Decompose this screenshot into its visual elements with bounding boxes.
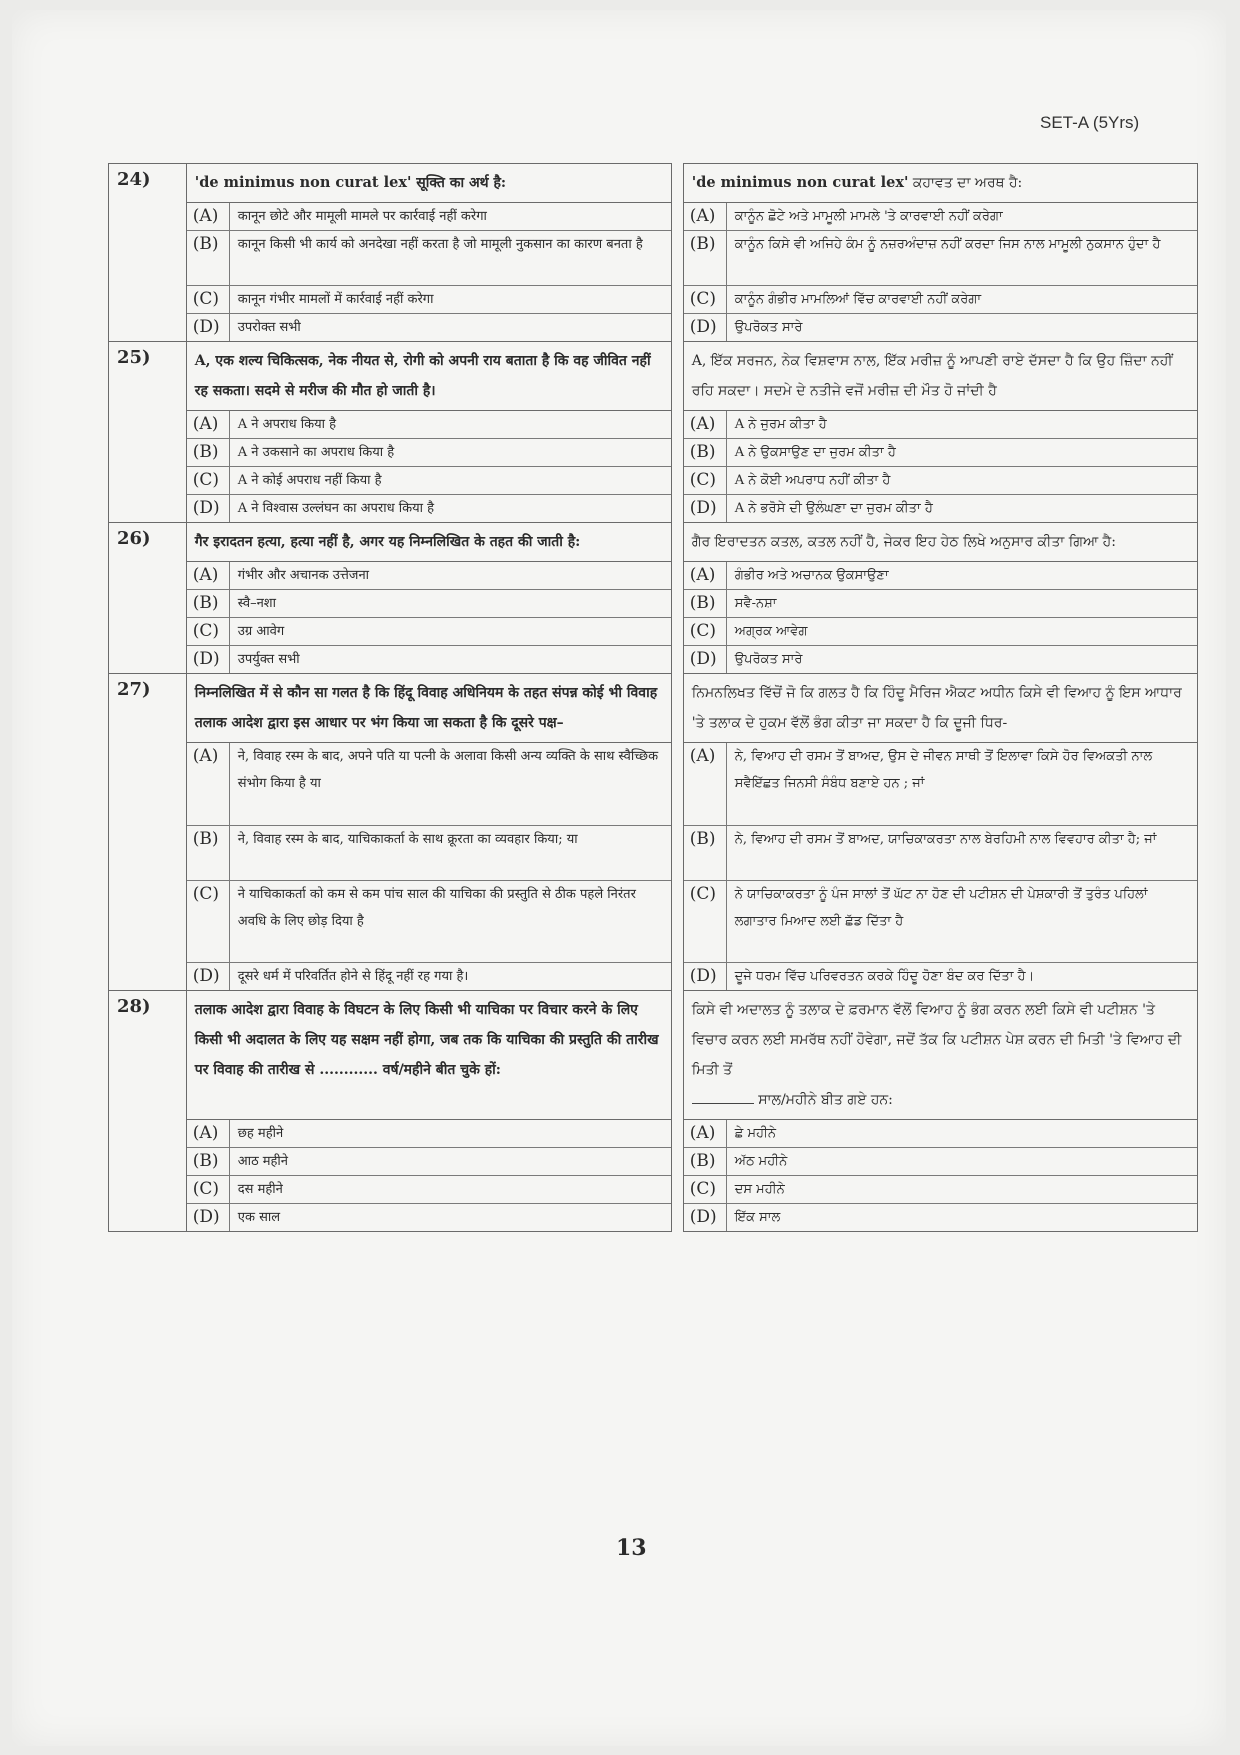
- option-label: (C): [684, 467, 727, 495]
- option-text: कानून गंभीर मामलों में कार्रवाई नहीं करेगा: [229, 286, 670, 314]
- question-number: 25): [109, 342, 187, 523]
- question-options-row: [109, 203, 1198, 342]
- option-row: [684, 1147, 1197, 1175]
- hindi-options: [186, 411, 671, 523]
- option-row: [187, 286, 671, 314]
- option-label: (B): [684, 439, 727, 467]
- option-text: A ने विश्वास उल्लंघन का अपराध किया है: [229, 495, 670, 523]
- option-text: ਨੇ, ਵਿਆਹ ਦੀ ਰਸਮ ਤੋਂ ਬਾਅਦ, ਉਸ ਦੇ ਜੀਵਨ ਸਾਥੀ ਤੋਂ ਇਲਾਵਾ ਕਿਸੇ ਹੋਰ ਵਿਅਕਤੀ ਨਾਲ ਸਵੈਇੱਛਤ ਜਿਨਸੀ ਸੰਬੰਧ ਬਣਾਏ ਹਨ ; ਜਾਂ: [726, 743, 1197, 825]
- option-row: [684, 880, 1197, 962]
- question-number: 28): [109, 990, 187, 1231]
- hindi-stem-text: गैर इरादतन हत्या, हत्या नहीं है, अगर यह निम्नलिखित के तहत की जाती है:: [194, 534, 581, 550]
- hindi-stem-latin: 'de minimus non curat lex': [194, 174, 412, 191]
- option-label: (D): [187, 962, 230, 990]
- option-label: (D): [684, 314, 727, 342]
- question-options-row: [109, 562, 1198, 674]
- column-gap: [671, 990, 683, 1231]
- option-row: [187, 1147, 671, 1175]
- question-number: 26): [109, 523, 187, 674]
- option-text: ਗੰਭੀਰ ਅਤੇ ਅਚਾਨਕ ਉਕਸਾਉਣਾ: [726, 562, 1197, 590]
- option-text: A ने कोई अपराध नहीं किया है: [229, 467, 670, 495]
- option-row: [684, 1120, 1197, 1148]
- option-text: स्वै–नशा: [229, 590, 670, 618]
- option-label: (C): [187, 880, 230, 962]
- option-text: ने, विवाह रस्म के बाद, अपने पति या पत्नी के अलावा किसी अन्य व्यक्ति के साथ स्वैच्छिक संभोग किया है या: [229, 743, 670, 825]
- option-row: [684, 467, 1197, 495]
- option-row: [187, 411, 671, 439]
- option-text: A ਨੇ ਭਰੋਸੇ ਦੀ ਉਲੰਘਣਾ ਦਾ ਜੁਰਮ ਕੀਤਾ ਹੈ: [726, 495, 1197, 523]
- option-label: (D): [187, 1203, 230, 1231]
- option-row: [684, 825, 1197, 880]
- option-label: (A): [187, 411, 230, 439]
- option-row: [187, 646, 671, 674]
- hindi-stem-text: सूक्ति का अर्थ है:: [411, 175, 507, 191]
- hindi-stem: [186, 523, 671, 562]
- option-text: उपरोक्त सभी: [229, 314, 670, 342]
- question-stem-row: [109, 990, 1198, 1119]
- set-label: SET-A (5Yrs): [1040, 113, 1140, 132]
- option-row: [187, 1203, 671, 1231]
- option-label: (D): [684, 646, 727, 674]
- question-options-row: [109, 743, 1198, 991]
- option-text: गंभीर और अचानक उत्तेजना: [229, 562, 670, 590]
- option-label: (C): [684, 880, 727, 962]
- option-text: कानून छोटे और मामूली मामले पर कार्रवाई नहीं करेगा: [229, 203, 670, 231]
- option-label: (D): [187, 495, 230, 523]
- punjabi-stem-text: ਕਹਾਵਤ ਦਾ ਅਰਥ ਹੈ:: [908, 175, 1023, 191]
- punjabi-stem: [683, 674, 1197, 743]
- option-row: [187, 743, 671, 825]
- option-text: ਇੱਕ ਸਾਲ: [726, 1203, 1197, 1231]
- option-label: (B): [187, 439, 230, 467]
- option-text: ਅਗ੍ਰਕ ਆਵੇਗ: [726, 618, 1197, 646]
- option-text: कानून किसी भी कार्य को अनदेखा नहीं करता है जो मामूली नुकसान का कारण बनता है: [229, 231, 670, 286]
- hindi-options: [186, 203, 671, 342]
- option-label: (D): [187, 314, 230, 342]
- option-row: [684, 562, 1197, 590]
- punjabi-stem: [683, 164, 1197, 203]
- option-label: (A): [187, 1120, 230, 1148]
- option-row: [187, 1120, 671, 1148]
- option-text: A ਨੇ ਕੋਈ ਅਪਰਾਧ ਨਹੀਂ ਕੀਤਾ ਹੈ: [726, 467, 1197, 495]
- option-text: ਉਪਰੋਕਤ ਸਾਰੇ: [726, 314, 1197, 342]
- option-text: A ਨੇ ਜੁਰਮ ਕੀਤਾ ਹੈ: [726, 411, 1197, 439]
- option-row: [187, 590, 671, 618]
- option-row: [684, 743, 1197, 825]
- punjabi-stem: [683, 990, 1197, 1119]
- option-row: [684, 439, 1197, 467]
- option-label: (B): [684, 590, 727, 618]
- option-row: [187, 825, 671, 880]
- fill-blank: [692, 1103, 754, 1104]
- punjabi-stem-text: ਨਿਮਨਲਿਖਤ ਵਿੱਚੋਂ ਜੋ ਕਿ ਗਲਤ ਹੈ ਕਿ ਹਿੰਦੂ ਮੈਰਿਜ ਐਕਟ ਅਧੀਨ ਕਿਸੇ ਵੀ ਵਿਆਹ ਨੂੰ ਇਸ ਆਧਾਰ 'ਤੇ ਤਲਾਕ ਦੇ ਹੁਕਮ ਵੱਲੋਂ ਭੰਗ ਕੀਤਾ ਜਾ ਸਕਦਾ ਹੈ ਕਿ ਦੂਜੀ ਧਿਰ-: [691, 685, 1182, 731]
- column-gap: [671, 164, 683, 342]
- option-text: ने, विवाह रस्म के बाद, याचिकाकर्ता के साथ क्रूरता का व्यवहार किया; या: [229, 825, 670, 880]
- option-row: [187, 314, 671, 342]
- punjabi-stem-text: A, ਇੱਕ ਸਰਜਨ, ਨੇਕ ਵਿਸ਼ਵਾਸ ਨਾਲ, ਇੱਕ ਮਰੀਜ਼ ਨੂੰ ਆਪਣੀ ਰਾਏ ਦੱਸਦਾ ਹੈ ਕਿ ਉਹ ਜ਼ਿੰਦਾ ਨਹੀਂ ਰਹਿ ਸਕਦਾ। ਸਦਮੇ ਦੇ ਨਤੀਜੇ ਵਜੋਂ ਮਰੀਜ਼ ਦੀ ਮੌਤ ਹੋ ਜਾਂਦੀ ਹੈ: [691, 353, 1173, 399]
- option-label: (A): [187, 562, 230, 590]
- option-row: [187, 203, 671, 231]
- option-row: [187, 962, 671, 990]
- option-label: (C): [684, 286, 727, 314]
- column-gap: [671, 342, 683, 523]
- option-row: [187, 562, 671, 590]
- option-label: (D): [684, 962, 727, 990]
- punjabi-options: [683, 411, 1197, 523]
- option-text: ਉਪਰੋਕਤ ਸਾਰੇ: [726, 646, 1197, 674]
- option-text: ਦਸ ਮਹੀਨੇ: [726, 1175, 1197, 1203]
- option-text: उपर्युक्त सभी: [229, 646, 670, 674]
- hindi-options: [186, 1119, 671, 1231]
- hindi-stem-text: निम्नलिखित में से कौन सा गलत है कि हिंदू विवाह अधिनियम के तहत संपन्न कोई भी विवाह तलाक आदेश द्वारा इस आधार पर भंग किया जा सकता है कि दूसरे पक्ष–: [194, 685, 658, 731]
- question-stem-row: [109, 164, 1198, 203]
- option-text: ਸਵੈ-ਨਸ਼ਾ: [726, 590, 1197, 618]
- hindi-stem-text: तलाक आदेश द्वारा विवाह के विघटन के लिए किसी भी याचिका पर विचार करने के लिए किसी भी अदालत के लिए यह सक्षम नहीं होगा, जब तक कि याचिका की प्रस्तुति की तारीख पर विवाह की तारीख से ............ वर्ष/महीने बीत चुके हों:: [194, 1001, 659, 1078]
- option-label: (A): [187, 743, 230, 825]
- option-row: [684, 411, 1197, 439]
- option-row: [187, 880, 671, 962]
- hindi-stem: [186, 342, 671, 411]
- column-gap: [671, 674, 683, 991]
- option-label: (D): [684, 495, 727, 523]
- option-text: दस महीने: [229, 1175, 670, 1203]
- option-text: दूसरे धर्म में परिवर्तित होने से हिंदू नहीं रह गया है।: [229, 962, 670, 990]
- option-row: [684, 314, 1197, 342]
- option-label: (C): [684, 1175, 727, 1203]
- option-label: (A): [684, 743, 727, 825]
- punjabi-stem-text: ਕਿਸੇ ਵੀ ਅਦਾਲਤ ਨੂੰ ਤਲਾਕ ਦੇ ਫ਼ਰਮਾਨ ਵੱਲੋਂ ਵਿਆਹ ਨੂੰ ਭੰਗ ਕਰਨ ਲਈ ਕਿਸੇ ਵੀ ਪਟੀਸ਼ਨ 'ਤੇ ਵਿਚਾਰ ਕਰਨ ਲਈ ਸਮਰੱਥ ਨਹੀਂ ਹੋਵੇਗਾ, ਜਦੋਂ ਤੱਕ ਕਿ ਪਟੀਸ਼ਨ ਪੇਸ਼ ਕਰਨ ਦੀ ਮਿਤੀ 'ਤੇ ਵਿਆਹ ਦੀ ਮਿਤੀ ਤੋਂ: [691, 1001, 1182, 1078]
- option-text: ਕਾਨੂੰਨ ਗੰਭੀਰ ਮਾਮਲਿਆਂ ਵਿੱਚ ਕਾਰਵਾਈ ਨਹੀਂ ਕਰੇਗਾ: [726, 286, 1197, 314]
- option-row: [684, 646, 1197, 674]
- punjabi-options: [683, 743, 1197, 991]
- option-row: [684, 1203, 1197, 1231]
- question-options-row: [109, 411, 1198, 523]
- option-row: [684, 618, 1197, 646]
- option-row: [684, 495, 1197, 523]
- option-label: (A): [684, 411, 727, 439]
- hindi-options: [186, 743, 671, 991]
- option-label: (C): [187, 467, 230, 495]
- option-label: (A): [684, 1120, 727, 1148]
- option-text: ਛੇ ਮਹੀਨੇ: [726, 1120, 1197, 1148]
- option-text: ਨੇ, ਵਿਆਹ ਦੀ ਰਸਮ ਤੋਂ ਬਾਅਦ, ਯਾਚਿਕਾਕਰਤਾ ਨਾਲ ਬੇਰਹਿਮੀ ਨਾਲ ਵਿਵਹਾਰ ਕੀਤਾ ਹੈ; ਜਾਂ: [726, 825, 1197, 880]
- option-row: [187, 231, 671, 286]
- option-row: [684, 286, 1197, 314]
- hindi-stem: [186, 674, 671, 743]
- option-row: [684, 203, 1197, 231]
- option-label: (B): [187, 231, 230, 286]
- question-number: 27): [109, 674, 187, 991]
- option-label: (D): [187, 646, 230, 674]
- question-stem-row: [109, 342, 1198, 411]
- option-label: (C): [187, 286, 230, 314]
- option-text: A ने अपराध किया है: [229, 411, 670, 439]
- option-row: [684, 590, 1197, 618]
- option-label: (A): [684, 203, 727, 231]
- option-text: उग्र आवेग: [229, 618, 670, 646]
- option-row: [187, 495, 671, 523]
- hindi-stem-text: A, एक शल्य चिकित्सक, नेक नीयत से, रोगी को अपनी राय बताता है कि वह जीवित नहीं रह सकता। सदमे से मरीज की मौत हो जाती है।: [194, 353, 651, 399]
- option-text: ਅੱਠ ਮਹੀਨੇ: [726, 1147, 1197, 1175]
- option-text: ਕਾਨੂੰਨ ਛੋਟੇ ਅਤੇ ਮਾਮੂਲੀ ਮਾਮਲੇ 'ਤੇ ਕਾਰਵਾਈ ਨਹੀਂ ਕਰੇਗਾ: [726, 203, 1197, 231]
- option-label: (C): [187, 1175, 230, 1203]
- punjabi-stem: [683, 342, 1197, 411]
- option-row: [187, 1175, 671, 1203]
- option-label: (C): [187, 618, 230, 646]
- option-text: A ਨੇ ਉਕਸਾਉਣ ਦਾ ਜੁਰਮ ਕੀਤਾ ਹੈ: [726, 439, 1197, 467]
- option-label: (A): [187, 203, 230, 231]
- question-stem-row: [109, 523, 1198, 562]
- option-text: ਨੇ ਯਾਚਿਕਾਕਰਤਾ ਨੂੰ ਪੰਜ ਸਾਲਾਂ ਤੋਂ ਘੱਟ ਨਾ ਹੋਣ ਦੀ ਪਟੀਸ਼ਨ ਦੀ ਪੇਸ਼ਕਾਰੀ ਤੋਂ ਤੁਰੰਤ ਪਹਿਲਾਂ ਲਗਾਤਾਰ ਮਿਆਦ ਲਈ ਛੱਡ ਦਿੱਤਾ ਹੈ: [726, 880, 1197, 962]
- punjabi-stem-latin: 'de minimus non curat lex': [691, 174, 909, 191]
- punjabi-stem-text: ਗੈਰ ਇਰਾਦਤਨ ਕਤਲ, ਕਤਲ ਨਹੀਂ ਹੈ, ਜੇਕਰ ਇਹ ਹੇਠ ਲਿਖੇ ਅਨੁਸਾਰ ਕੀਤਾ ਗਿਆ ਹੈ:: [691, 534, 1116, 550]
- option-row: [684, 962, 1197, 990]
- option-label: (B): [684, 231, 727, 286]
- punjabi-stem-tail: ਸਾਲ/ਮਹੀਨੇ ਬੀਤ ਗਏ ਹਨ:: [753, 1091, 893, 1108]
- option-row: [187, 618, 671, 646]
- question-stem-row: [109, 674, 1198, 743]
- option-label: (B): [187, 825, 230, 880]
- option-label: (A): [684, 562, 727, 590]
- option-label: (B): [684, 1147, 727, 1175]
- punjabi-options: [683, 562, 1197, 674]
- option-label: (D): [684, 1203, 727, 1231]
- option-row: [187, 439, 671, 467]
- hindi-options: [186, 562, 671, 674]
- option-label: (C): [684, 618, 727, 646]
- option-label: (B): [187, 1147, 230, 1175]
- option-text: छह महीने: [229, 1120, 670, 1148]
- option-text: एक साल: [229, 1203, 670, 1231]
- punjabi-stem: [683, 523, 1197, 562]
- hindi-stem: [186, 164, 671, 203]
- option-text: ਦੂਜੇ ਧਰਮ ਵਿੱਚ ਪਰਿਵਰਤਨ ਕਰਕੇ ਹਿੰਦੂ ਹੋਣਾ ਬੰਦ ਕਰ ਦਿੱਤਾ ਹੈ।: [726, 962, 1197, 990]
- question-number: 24): [109, 164, 187, 342]
- option-row: [684, 231, 1197, 286]
- question-table: [108, 163, 1198, 1232]
- page-number: 13: [616, 1535, 647, 1561]
- hindi-stem: [186, 990, 671, 1119]
- punjabi-options: [683, 203, 1197, 342]
- punjabi-options: [683, 1119, 1197, 1231]
- option-text: ਕਾਨੂੰਨ ਕਿਸੇ ਵੀ ਅਜਿਹੇ ਕੰਮ ਨੂੰ ਨਜ਼ਰਅੰਦਾਜ਼ ਨਹੀਂ ਕਰਦਾ ਜਿਸ ਨਾਲ ਮਾਮੂਲੀ ਨੁਕਸਾਨ ਹੁੰਦਾ ਹੈ: [726, 231, 1197, 286]
- question-options-row: [109, 1119, 1198, 1231]
- column-gap: [671, 523, 683, 674]
- option-text: ने याचिकाकर्ता को कम से कम पांच साल की याचिका की प्रस्तुति से ठीक पहले निरंतर अवधि के लिए छोड़ दिया है: [229, 880, 670, 962]
- option-label: (B): [684, 825, 727, 880]
- exam-page: [12, 10, 1226, 1746]
- option-row: [187, 467, 671, 495]
- option-label: (B): [187, 590, 230, 618]
- option-text: A ने उकसाने का अपराध किया है: [229, 439, 670, 467]
- option-row: [684, 1175, 1197, 1203]
- option-text: आठ महीने: [229, 1147, 670, 1175]
